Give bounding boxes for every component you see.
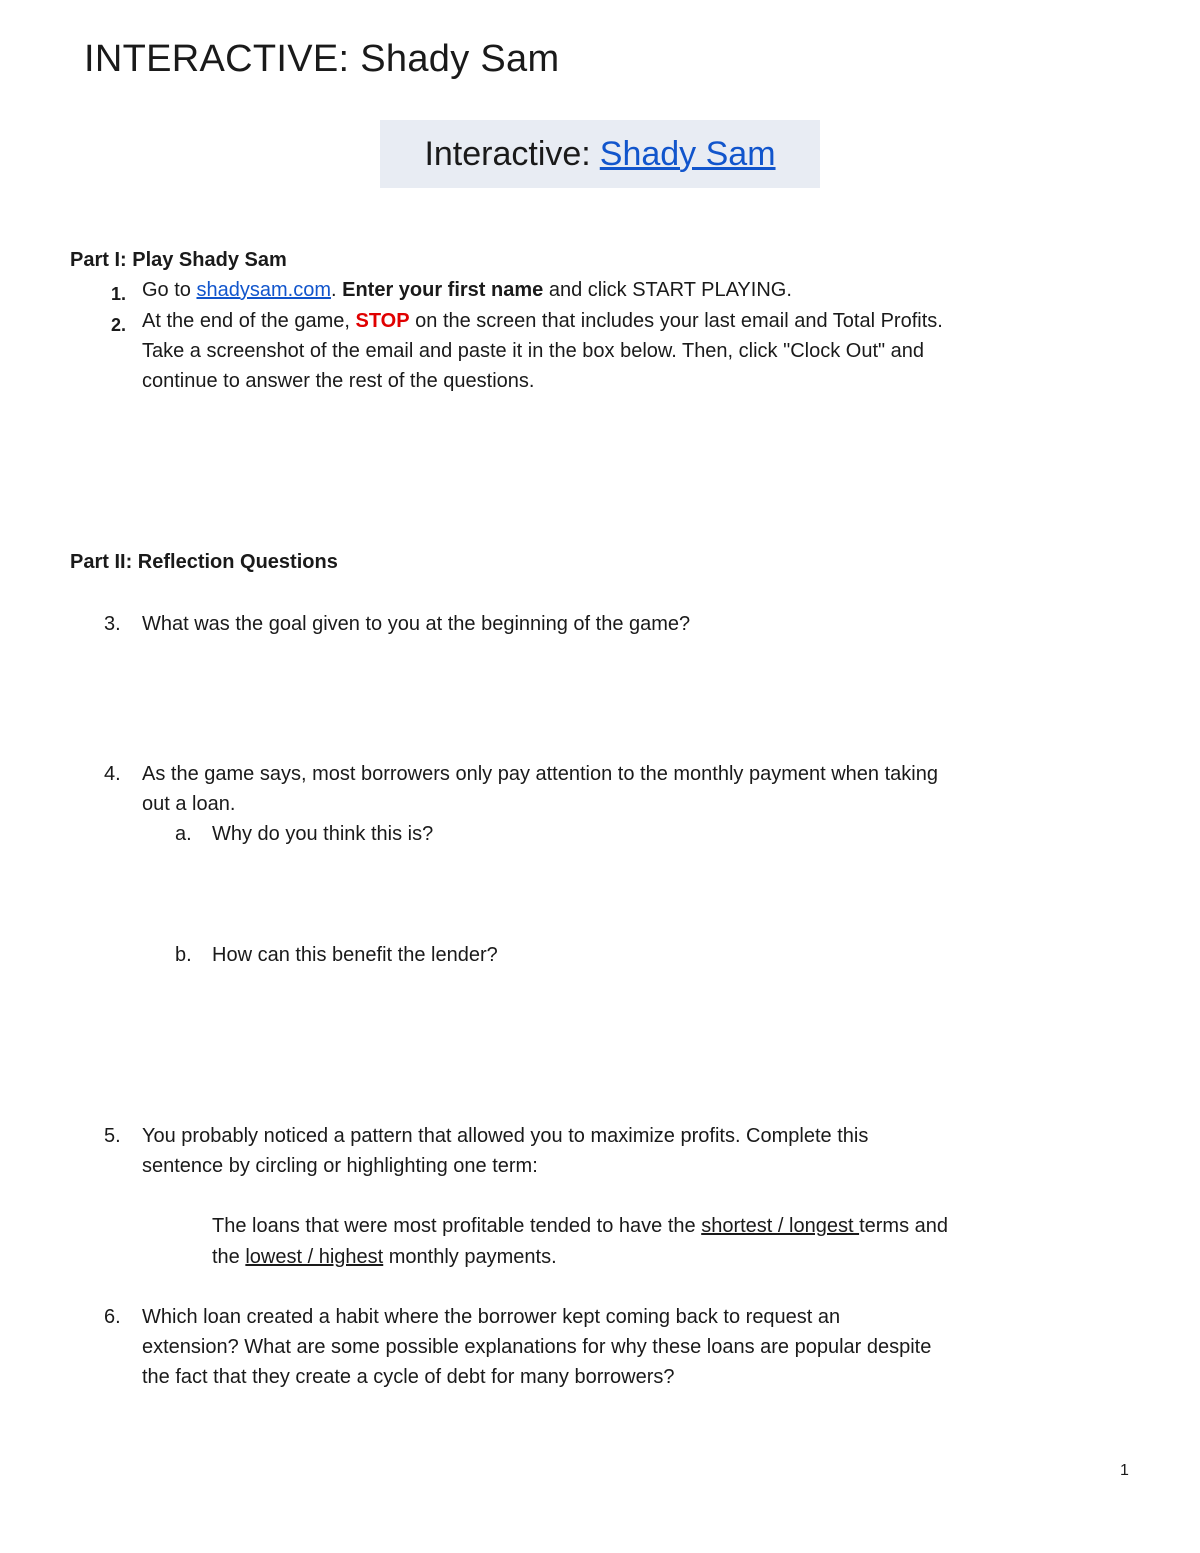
stop-label: STOP	[355, 310, 410, 332]
interactive-banner	[380, 120, 820, 188]
q4a-text: Why do you think this is?	[212, 823, 434, 845]
part1-heading: Part I: Play Shady Sam	[70, 249, 287, 271]
q5-number: 5.	[104, 1125, 121, 1147]
item2-text-a: At the end of the game,	[142, 310, 356, 332]
q4-line1: As the game says, most borrowers only pay attention to the monthly payment when taking	[142, 763, 938, 785]
item2-line3: continue to answer the rest of the questions.	[142, 370, 535, 392]
item1-text-a: Go to	[142, 279, 197, 301]
q6-line3: the fact that they create a cycle of debt for many borrowers?	[142, 1366, 675, 1388]
item1-number: 1.	[111, 284, 127, 304]
q4b-label: b.	[175, 944, 192, 966]
q5-sentence-line1	[212, 1211, 948, 1241]
item2-number: 2.	[111, 315, 127, 335]
q5-line2: sentence by circling or highlighting one term:	[142, 1155, 538, 1177]
q6-line1: Which loan created a habit where the borrower kept coming back to request an	[142, 1306, 841, 1328]
q6-number: 6.	[104, 1306, 121, 1328]
part2-heading: Part II: Reflection Questions	[70, 551, 338, 573]
q5-s2-b: monthly payments.	[383, 1246, 557, 1268]
q5-sentence-line2	[212, 1242, 557, 1272]
q4-line2: out a loan.	[142, 793, 236, 815]
shady-sam-link[interactable]: Shady Sam	[599, 134, 776, 173]
q4a-label: a.	[175, 823, 192, 845]
item1-text-c: and click START PLAYING.	[543, 279, 792, 301]
document-title: INTERACTIVE: Shady Sam	[84, 38, 560, 80]
item2-text-b: on the screen that includes your last email and Total Profits.	[409, 310, 943, 332]
shortest-longest-choice[interactable]: shortest / longest	[701, 1215, 860, 1237]
q6-line2: extension? What are some possible explanations for why these loans are popular despite	[142, 1336, 932, 1358]
q4b-text: How can this benefit the lender?	[212, 944, 498, 966]
item2-line2: Take a screenshot of the email and paste it in the box below. Then, click "Clock Out" and	[142, 340, 925, 362]
q5-s2-a: the	[212, 1246, 246, 1268]
item1-text-b: .	[330, 279, 343, 301]
shadysam-link[interactable]: shadysam.com	[196, 279, 331, 301]
item2-line1	[142, 306, 943, 336]
q5-line1: You probably noticed a pattern that allowed you to maximize profits. Complete this	[142, 1125, 869, 1147]
q5-s1-b: terms and	[859, 1215, 949, 1237]
page-number: 1	[1120, 1462, 1129, 1479]
item1-text	[142, 275, 792, 305]
q3-text: What was the goal given to you at the beginning of the game?	[142, 613, 691, 635]
item1-bold: Enter your first name	[342, 279, 544, 301]
q5-s1-a: The loans that were most profitable tended to have the	[212, 1215, 702, 1237]
q3-number: 3.	[104, 613, 121, 635]
q4-number: 4.	[104, 763, 121, 785]
banner-label: Interactive:	[424, 134, 591, 173]
lowest-highest-choice[interactable]: lowest / highest	[245, 1246, 384, 1268]
